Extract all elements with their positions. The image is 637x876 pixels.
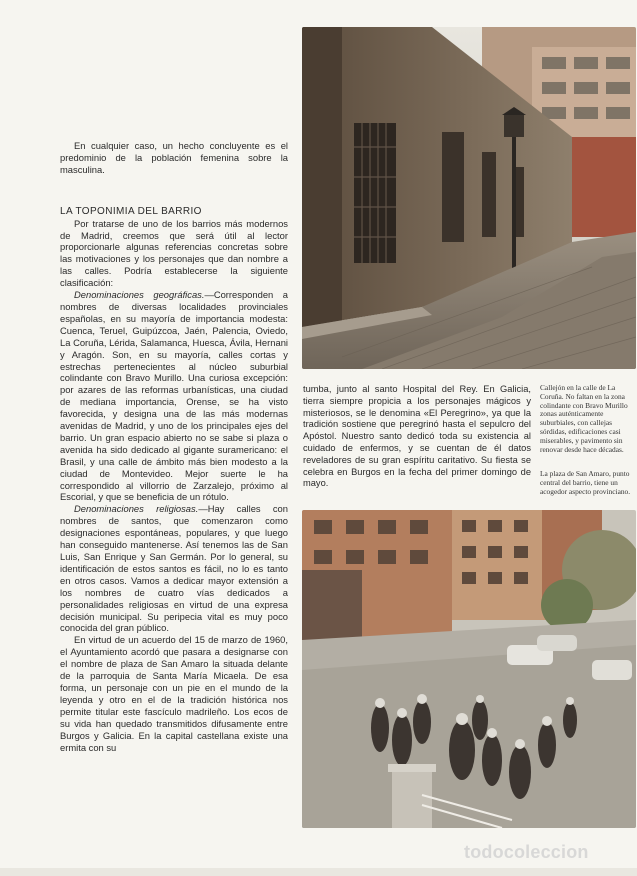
caption-plaza: La plaza de San Amaro, punto central del barrio, tiene un acogedor aspecto provinciano. (540, 469, 631, 496)
geographic-text: —Corresponden a nombres de diversas localidades provinciales españolas, en su mayoría de importancia modesta: Cuenca, Teruel, Guipúzcoa, Jaén, Palencia, Oviedo, La Coruña, Lérida, Salamanca, Huesca, Ávila, Hernani y Aragón. Son, en su mayoría, calles cortas y estrechas pertenecientes al núcleo suburbial colindante con Bravo Murillo. Una curiosa excepción: por azares de las reformas urbanísticas, una ciudad de mediana importancia, Orense, se ha visto favorecida, y designa una de las más modernas avenidas de Madrid, y uno de los principales ejes del barrio. Un gran espacio abierto no se sabe si plaza o avenida ha sido dedicado al gigante suramericano: el Brasil, y una calle de ámbito más bien modesto a la ciudad de Montevideo. Mejor suerte le ha correspondido al villorrio de Zarzalejo, próximo al Escorial, y que se beneficia de un rótulo. (60, 289, 288, 503)
caption-alley: Callejón en la calle de La Coruña. No faltan en la zona colindante con Bravo Murillo zonas auténticamente suburbiales, con callejas sórdidas, edificaciones casi miserables, y pavimento sin renovar desde hace décadas. (540, 383, 628, 454)
paragraph-san-amaro: En virtud de un acuerdo del 15 de marzo de 1960, el Ayuntamiento acordó que pasara a designarse con el nombre de plaza de San Amaro la situada delante de la parroquia de Santa María Micaela. De esa forma, un personaje con un pie en el mundo de la leyenda y otro en el de la tradición histórica nos permite titular este fascículo madrileño. Los ecos de su vida han quedado transmitidos difusamente entre Burgos y Galicia. En la capital castellana existe una ermita con su (60, 634, 288, 753)
religious-label: Denominaciones religiosas. (74, 503, 199, 515)
middle-text-column (303, 384, 531, 490)
page-bottom-edge (0, 868, 637, 876)
section-heading: LA TOPONIMIA DEL BARRIO (60, 205, 202, 217)
paragraph-classification: Por tratarse de uno de los barrios más modernos de Madrid, creemos que será útil al lector proporcionarle algunas referencias concretas sobre las motivaciones y los personajes que dan nombre a las calles. Podría establecerse la siguiente clasificación: (60, 217, 288, 289)
religious-text: —Hay calles con nombres de santos, que comenzaron como designaciones espontáneas, populares, y que luego han conseguido mantenerse. Así tenemos las de San Luis, San Enrique y San Germán. Por lo general, su identificación de estos santos es fácil, no lo es tanto en otros casos. Vamos a dedicar mayor extensión a los nombres de cuatro vías dedicados a personalidades religiosas en virtud de una expresa decisión municipal. Su peripecia vital es muy poco conocida del gran público. (60, 503, 288, 634)
plaza-photo (302, 510, 636, 828)
left-text-column (60, 140, 288, 753)
alley-photo (302, 27, 636, 369)
paragraph-continued: tumba, junto al santo Hospital del Rey. En Galicia, tierra siempre propicia a los personajes mágicos y misteriosos, se le denomina «El Peregrino», ya que la tradición sostiene que peregrinó hasta el sepulcro del Apóstol. Nuestro santo dedicó toda su existencia al cuidado de enfermos, y se cuentan de él datos reveladores de su gran espíritu caritativo. Su fiesta se celebra en Burgos en la fecha del primer domingo de mayo. (303, 384, 531, 489)
paragraph-geographic (60, 289, 288, 503)
intro-paragraph: En cualquier caso, un hecho concluyente es el predominio de la población femenina sobre la masculina. (60, 140, 288, 175)
geographic-label: Denominaciones geográficas. (74, 289, 205, 301)
paragraph-religious (60, 503, 288, 634)
watermark-text: todocoleccion (464, 842, 589, 862)
